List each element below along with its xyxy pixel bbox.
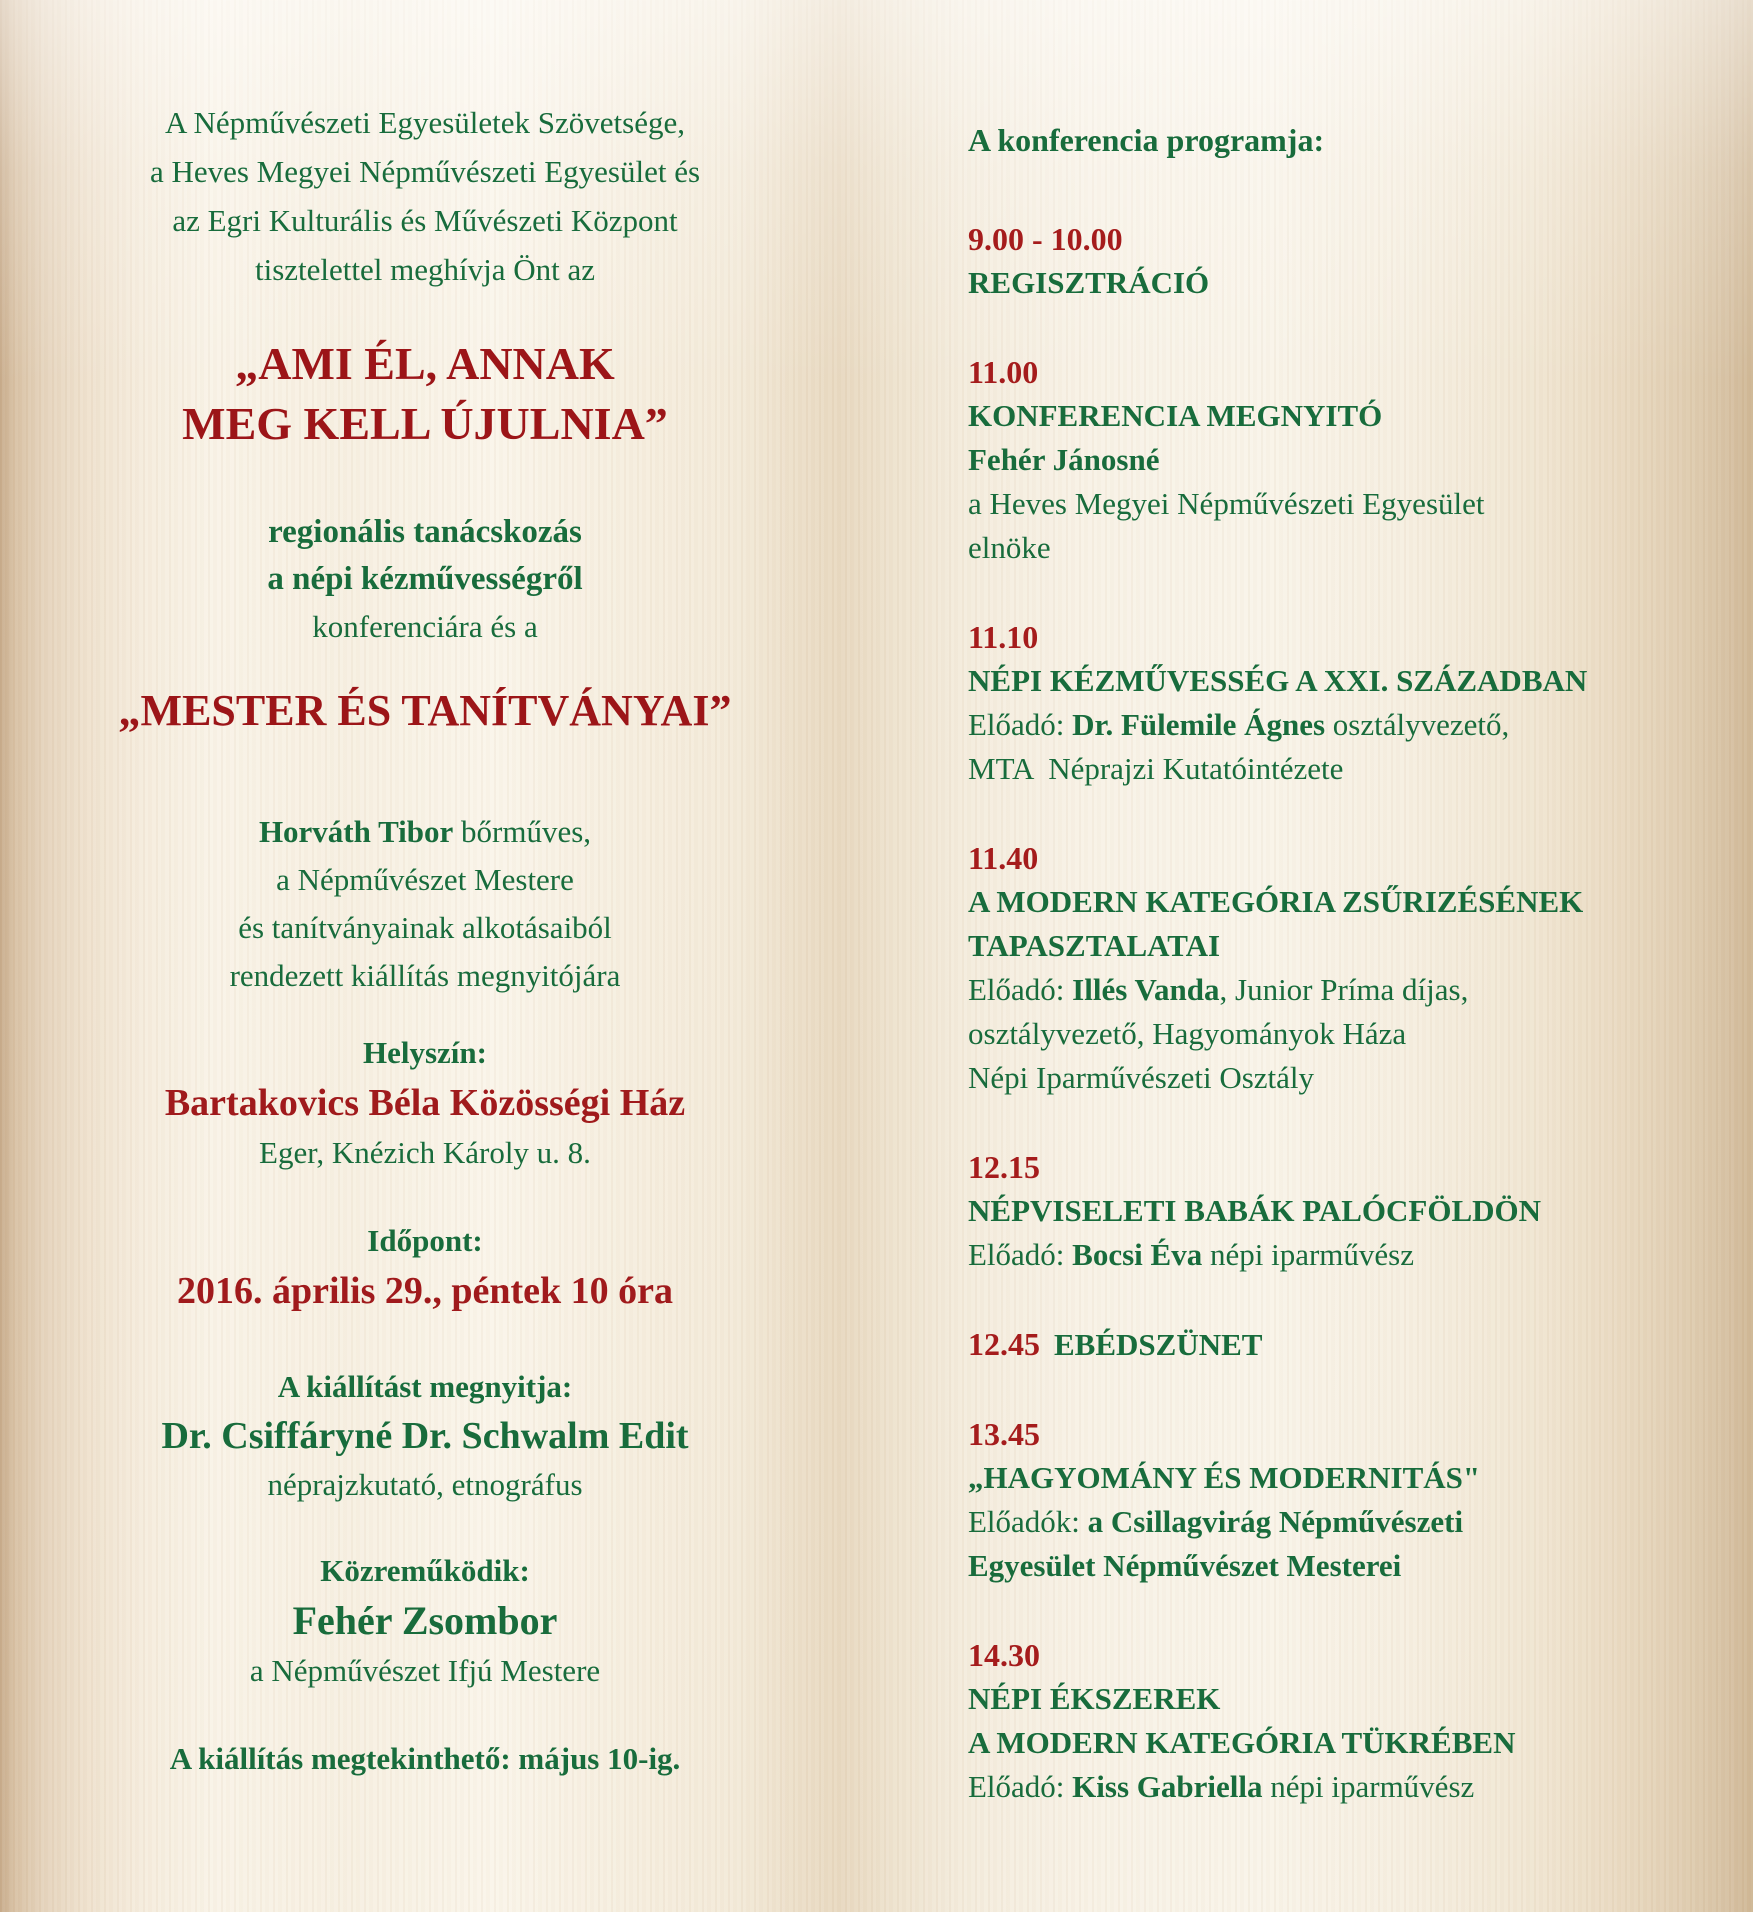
program-item-title: NÉPI ÉKSZEREK — [968, 1681, 1221, 1716]
exhibition-artist-line — [70, 808, 780, 856]
program-item-detail: a Heves Megyei Népművészeti Egyesület — [968, 486, 1485, 521]
presenter-role: osztályvezető, — [1325, 707, 1510, 742]
organizer-line-1: A Népművészeti Egyesületek Szövetsége, — [165, 105, 685, 140]
presenter-name: Illés Vanda — [1072, 972, 1220, 1007]
program-item-jewelry — [968, 1633, 1668, 1809]
organizer-line-2: a Heves Megyei Népművészeti Egyesület és — [149, 154, 701, 189]
program-item-modern-jury — [968, 836, 1668, 1100]
event-type — [70, 509, 780, 650]
program-item-time: 11.00 — [968, 354, 1039, 390]
artist-name: Horváth Tibor — [258, 814, 454, 849]
exhibition-open-note: A kiállítás megtekinthető: május 10-ig. — [169, 1741, 681, 1776]
contributor-label: Közreműködik: — [320, 1553, 530, 1588]
program-item-detail: MTA Néprajzi Kutatóintézete — [968, 751, 1344, 786]
exhibition-line-2: a Népművészet Mestere — [276, 862, 574, 897]
opening — [70, 1364, 780, 1508]
opening-speaker-name: Dr. Csiffáryné Dr. Schwalm Edit — [161, 1415, 689, 1457]
presenter-name: Kiss Gabriella — [1072, 1769, 1263, 1804]
contributor-title: a Népművészet Ifjú Mestere — [249, 1653, 601, 1688]
program-item-presenter — [968, 1765, 1668, 1809]
program-item-lunch-line — [968, 1322, 1668, 1367]
event-type-line-3: konferenciára és a — [312, 609, 538, 644]
program-item-presenter — [968, 968, 1668, 1012]
program-item-registration — [968, 217, 1668, 305]
program-item-tradition-modernity — [968, 1412, 1668, 1588]
invitation-line: tisztelettel meghívja Önt az — [254, 252, 596, 287]
event-title-quote — [70, 334, 780, 454]
exhibition-line-3: és tanítványainak alkotásaiból — [238, 910, 612, 945]
program-item-speaker: Fehér Jánosné — [968, 442, 1160, 477]
date-value: 2016. április 29., péntek 10 óra — [176, 1270, 674, 1312]
program-item-presenter-line2: Egyesület Népművészet Mesterei — [968, 1548, 1402, 1583]
program-item-time: 11.40 — [968, 840, 1039, 876]
program-item-detail: Népi Iparművészeti Osztály — [968, 1060, 1315, 1095]
program-item-title: A MODERN KATEGÓRIA TÜKRÉBEN — [968, 1725, 1516, 1760]
program-item-title: A MODERN KATEGÓRIA ZSŰRIZÉSÉNEK — [968, 884, 1584, 919]
program-item-time: 12.15 — [968, 1149, 1040, 1185]
program-header: A konferencia programja: — [968, 122, 1325, 158]
venue — [70, 1030, 780, 1176]
program-item-time: 13.45 — [968, 1416, 1040, 1452]
contributor — [70, 1548, 780, 1694]
event-title-line-2: MEG KELL ÚJULNIA” — [182, 398, 668, 449]
opening-speaker-title: néprajzkutató, etnográfus — [267, 1467, 583, 1502]
event-type-line-1: regionális tanácskozás — [268, 514, 582, 550]
program-item-time: 14.30 — [968, 1637, 1040, 1673]
artist-craft: bőrműves, — [453, 814, 592, 849]
program-item-opening — [968, 350, 1668, 570]
program-item-detail: osztályvezető, Hagyományok Háza — [968, 1016, 1407, 1051]
program-item-title: TAPASZTALATAI — [968, 928, 1221, 963]
program-panel — [968, 0, 1668, 1809]
program-item-time: 9.00 - 10.00 — [968, 221, 1123, 257]
program-item-detail: elnöke — [968, 530, 1051, 565]
exhibition-title-quote: „MESTER ÉS TANÍTVÁNYAI” — [118, 686, 732, 735]
program-item-title: NÉPVISELETI BABÁK PALÓCFÖLDÖN — [968, 1193, 1542, 1228]
program-item-title: REGISZTRÁCIÓ — [968, 265, 1210, 300]
presenter-label: Előadó: — [968, 1769, 1073, 1804]
organizers-intro — [70, 98, 780, 294]
venue-label: Helyszín: — [363, 1035, 487, 1070]
program-item-presenter — [968, 703, 1668, 747]
event-title-line-1: „AMI ÉL, ANNAK — [235, 338, 615, 389]
presenter-label: Előadó: — [968, 707, 1073, 742]
event-type-line-2: a népi kézművességről — [267, 561, 583, 597]
invitation-panel — [70, 0, 780, 1782]
program-item-dolls — [968, 1145, 1668, 1277]
program-item-craft-21st — [968, 615, 1668, 791]
exhibition-intro — [70, 808, 780, 1000]
presenter-role: népi iparművész — [1202, 1237, 1414, 1272]
program-item-title: EBÉDSZÜNET — [1054, 1327, 1263, 1362]
presenter-name: Dr. Fülemile Ágnes — [1072, 707, 1326, 742]
contributor-name: Fehér Zsombor — [292, 1598, 558, 1643]
presenter-role: , Junior Príma díjas, — [1219, 972, 1469, 1007]
date — [70, 1218, 780, 1318]
presenter-label: Előadó: — [968, 1237, 1073, 1272]
date-label: Időpont: — [367, 1223, 483, 1258]
exhibition-line-4: rendezett kiállítás megnyitójára — [229, 958, 621, 993]
presenter-label: Előadó: — [968, 972, 1073, 1007]
program-item-time: 12.45 — [968, 1326, 1040, 1362]
opening-label: A kiállítást megnyitja: — [277, 1369, 573, 1404]
presenter-name: a Csillagvirág Népművészeti — [1087, 1504, 1464, 1539]
venue-address: Eger, Knézich Károly u. 8. — [259, 1135, 591, 1170]
presenter-role: népi iparművész — [1262, 1769, 1475, 1804]
program-item-time: 11.10 — [968, 619, 1039, 655]
program-item-title: KONFERENCIA MEGNYITÓ — [968, 398, 1383, 433]
venue-name: Bartakovics Béla Közösségi Ház — [164, 1082, 686, 1124]
program-item-lunch — [968, 1322, 1668, 1367]
organizer-line-3: az Egri Kulturális és Művészeti Központ — [172, 203, 678, 238]
presenter-label: Előadók: — [968, 1504, 1088, 1539]
program-item-title: NÉPI KÉZMŰVESSÉG A XXI. SZÁZADBAN — [968, 663, 1588, 698]
program-item-title: „HAGYOMÁNY ÉS MODERNITÁS" — [968, 1460, 1481, 1495]
presenter-name: Bocsi Éva — [1072, 1237, 1203, 1272]
program-item-presenter — [968, 1500, 1668, 1544]
program-item-presenter — [968, 1233, 1668, 1277]
